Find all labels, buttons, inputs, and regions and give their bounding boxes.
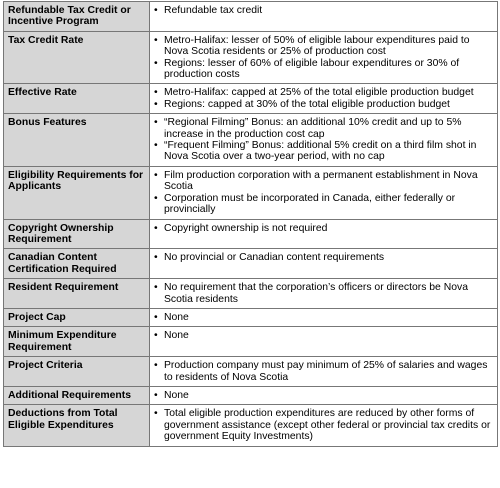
row-value [150, 405, 498, 446]
row-label: Copyright Ownership Requirement [4, 219, 150, 249]
row-value [150, 219, 498, 249]
list-item: • Regions: lesser of 60% of eligible labour expenditures or 30% of production costs [154, 58, 493, 81]
list-item: • No requirement that the corporation’s officers or directors be Nova Scotia residents [154, 282, 493, 305]
row-label: Resident Requirement [4, 279, 150, 309]
list-item: • No provincial or Canadian content requirements [154, 252, 493, 263]
row-label: Refundable Tax Credit or Incentive Program [4, 2, 150, 32]
row-label: Effective Rate [4, 84, 150, 114]
table-row [4, 308, 498, 326]
list-item: • Copyright ownership is not required [154, 223, 493, 234]
table-row [4, 2, 498, 32]
row-value [150, 84, 498, 114]
tax-credit-table [3, 1, 498, 447]
list-item: • Film production corporation with a permanent establishment in Nova Scotia [154, 170, 493, 193]
list-item: • “Frequent Filming” Bonus: additional 5% credit on a third film shot in Nova Scotia over a two-year period, with no cap [154, 140, 493, 163]
list-item: • Metro-Halifax: capped at 25% of the total eligible production budget [154, 87, 493, 98]
table-row [4, 31, 498, 84]
row-label: Deductions from Total Eligible Expenditures [4, 405, 150, 446]
list-item: • None [154, 390, 493, 401]
table-row [4, 327, 498, 357]
list-item: • Production company must pay minimum of 25% of salaries and wages to residents of Nova Scotia [154, 360, 493, 383]
table-row [4, 405, 498, 446]
row-label: Minimum Expenditure Requirement [4, 327, 150, 357]
row-value [150, 114, 498, 167]
row-value [150, 327, 498, 357]
row-label: Eligibility Requirements for Applicants [4, 166, 150, 219]
table-row [4, 84, 498, 114]
row-value [150, 166, 498, 219]
row-value [150, 357, 498, 387]
row-value [150, 386, 498, 404]
list-item: • Corporation must be incorporated in Canada, either federally or provincially [154, 193, 493, 216]
table-row [4, 219, 498, 249]
row-value [150, 279, 498, 309]
list-item: • Regions: capped at 30% of the total eligible production budget [154, 99, 493, 110]
row-label: Additional Requirements [4, 386, 150, 404]
table-row [4, 357, 498, 387]
row-value [150, 249, 498, 279]
list-item: • Refundable tax credit [154, 5, 493, 16]
table-row [4, 386, 498, 404]
row-label: Canadian Content Certification Required [4, 249, 150, 279]
table-row [4, 166, 498, 219]
list-item: • “Regional Filming” Bonus: an additional 10% credit and up to 5% increase in the production cost cap [154, 117, 493, 140]
row-label: Tax Credit Rate [4, 31, 150, 84]
list-item: • Total eligible production expenditures are reduced by other forms of government assistance (except other federal or provincial tax credits or government Equity Investments) [154, 408, 493, 442]
row-value [150, 31, 498, 84]
row-value [150, 308, 498, 326]
list-item: • None [154, 312, 493, 323]
row-value [150, 2, 498, 32]
list-item: • None [154, 330, 493, 341]
table-row [4, 114, 498, 167]
table-row [4, 249, 498, 279]
list-item: • Metro-Halifax: lesser of 50% of eligible labour expenditures paid to Nova Scotia residents or 25% of production cost [154, 35, 493, 58]
row-label: Bonus Features [4, 114, 150, 167]
row-label: Project Criteria [4, 357, 150, 387]
row-label: Project Cap [4, 308, 150, 326]
table-row [4, 279, 498, 309]
